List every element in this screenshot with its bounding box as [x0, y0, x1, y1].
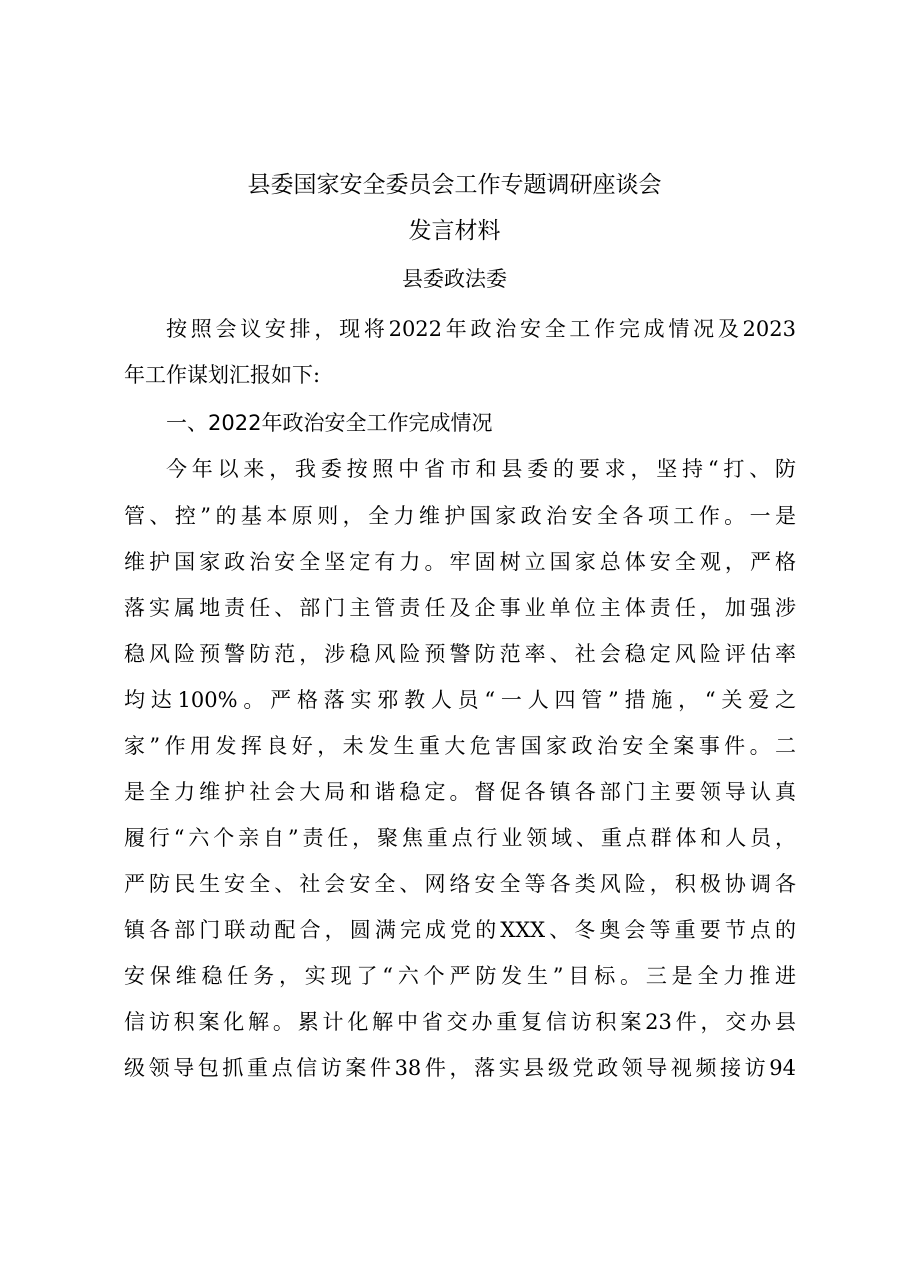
paragraph-line: 安保维稳任务，实现了“六个严防发生”目标。三是全力推进 [124, 964, 796, 988]
section-heading: 一、2022年政治安全工作完成情况 [166, 411, 493, 435]
paragraph-line: 管、控”的基本原则，全力维护国家政治安全各项工作。一是 [124, 504, 796, 528]
paragraph-line: 严防民生安全、社会安全、网络安全等各类风险，积极协调各 [124, 872, 796, 896]
paragraph-line: 今年以来，我委按照中省市和县委的要求，坚持“打、防 [166, 457, 796, 481]
document-title-line1: 县委国家安全委员会工作专题调研座谈会 [247, 172, 662, 198]
paragraph-line: 镇各部门联动配合，圆满完成党的XXX、冬奥会等重要节点的 [124, 918, 796, 942]
document-title-line2: 发言材料 [408, 218, 501, 244]
organization-name: 县委政法委 [402, 267, 507, 291]
paragraph-line: 家”作用发挥良好，未发生重大危害国家政治安全案事件。二 [124, 734, 796, 758]
intro-line: 年工作谋划汇报如下: [124, 363, 321, 387]
paragraph-line: 是全力维护社会大局和谐稳定。督促各镇各部门主要领导认真 [124, 780, 796, 804]
paragraph-line: 均达100%。严格落实邪教人员“一人四管”措施，“关爱之 [124, 688, 796, 712]
paragraph-line: 落实属地责任、部门主管责任及企事业单位主体责任，加强涉 [124, 596, 796, 620]
paragraph-line: 稳风险预警防范，涉稳风险预警防范率、社会稳定风险评估率 [124, 642, 796, 666]
paragraph-line: 级领导包抓重点信访案件38件，落实县级党政领导视频接访94 [124, 1056, 796, 1080]
intro-line: 按照会议安排，现将2022年政治安全工作完成情况及2023 [166, 317, 796, 341]
paragraph-line: 履行“六个亲自”责任，聚焦重点行业领域、重点群体和人员， [124, 826, 796, 850]
paragraph-line: 信访积案化解。累计化解中省交办重复信访积案23件，交办县 [124, 1010, 796, 1034]
paragraph-line: 维护国家政治安全坚定有力。牢固树立国家总体安全观，严格 [124, 550, 796, 574]
